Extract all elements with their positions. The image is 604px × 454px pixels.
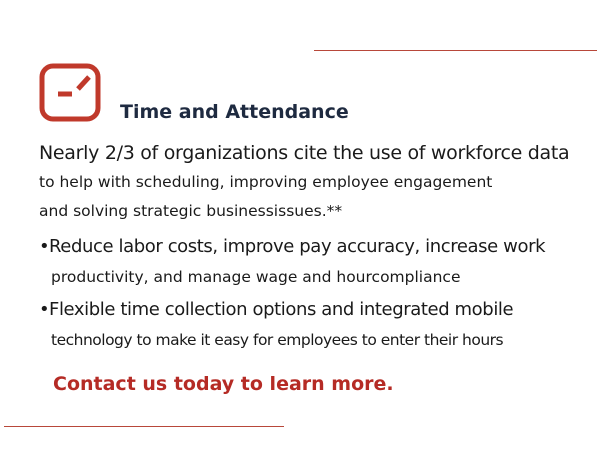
bullet-dot: • [39,299,50,320]
lead-text-continued-1: to help with scheduling, improving employee engagement [39,173,493,191]
bullet-item-2-continued: technology to make it easy for employees to enter their hours [51,331,504,349]
bullet-text: Flexible time collection options and integrated mobile [49,299,514,320]
clock-icon [39,63,101,122]
top-divider [314,50,597,51]
lead-text: Nearly 2/3 of organizations cite the use of workforce data [39,142,570,164]
bottom-divider [4,426,284,427]
contact-cta: Contact us today to learn more. [53,373,394,395]
section-title: Time and Attendance [120,101,349,123]
bullet-text: Reduce labor costs, improve pay accuracy, increase work [49,236,546,257]
bullet-item-1 [39,236,545,258]
bullet-item-1-continued: productivity, and manage wage and hourcompliance [51,268,461,286]
bullet-dot: • [39,236,50,257]
bullet-item-2 [39,299,513,321]
lead-text-continued-2: and solving strategic businessissues.** [39,202,343,220]
